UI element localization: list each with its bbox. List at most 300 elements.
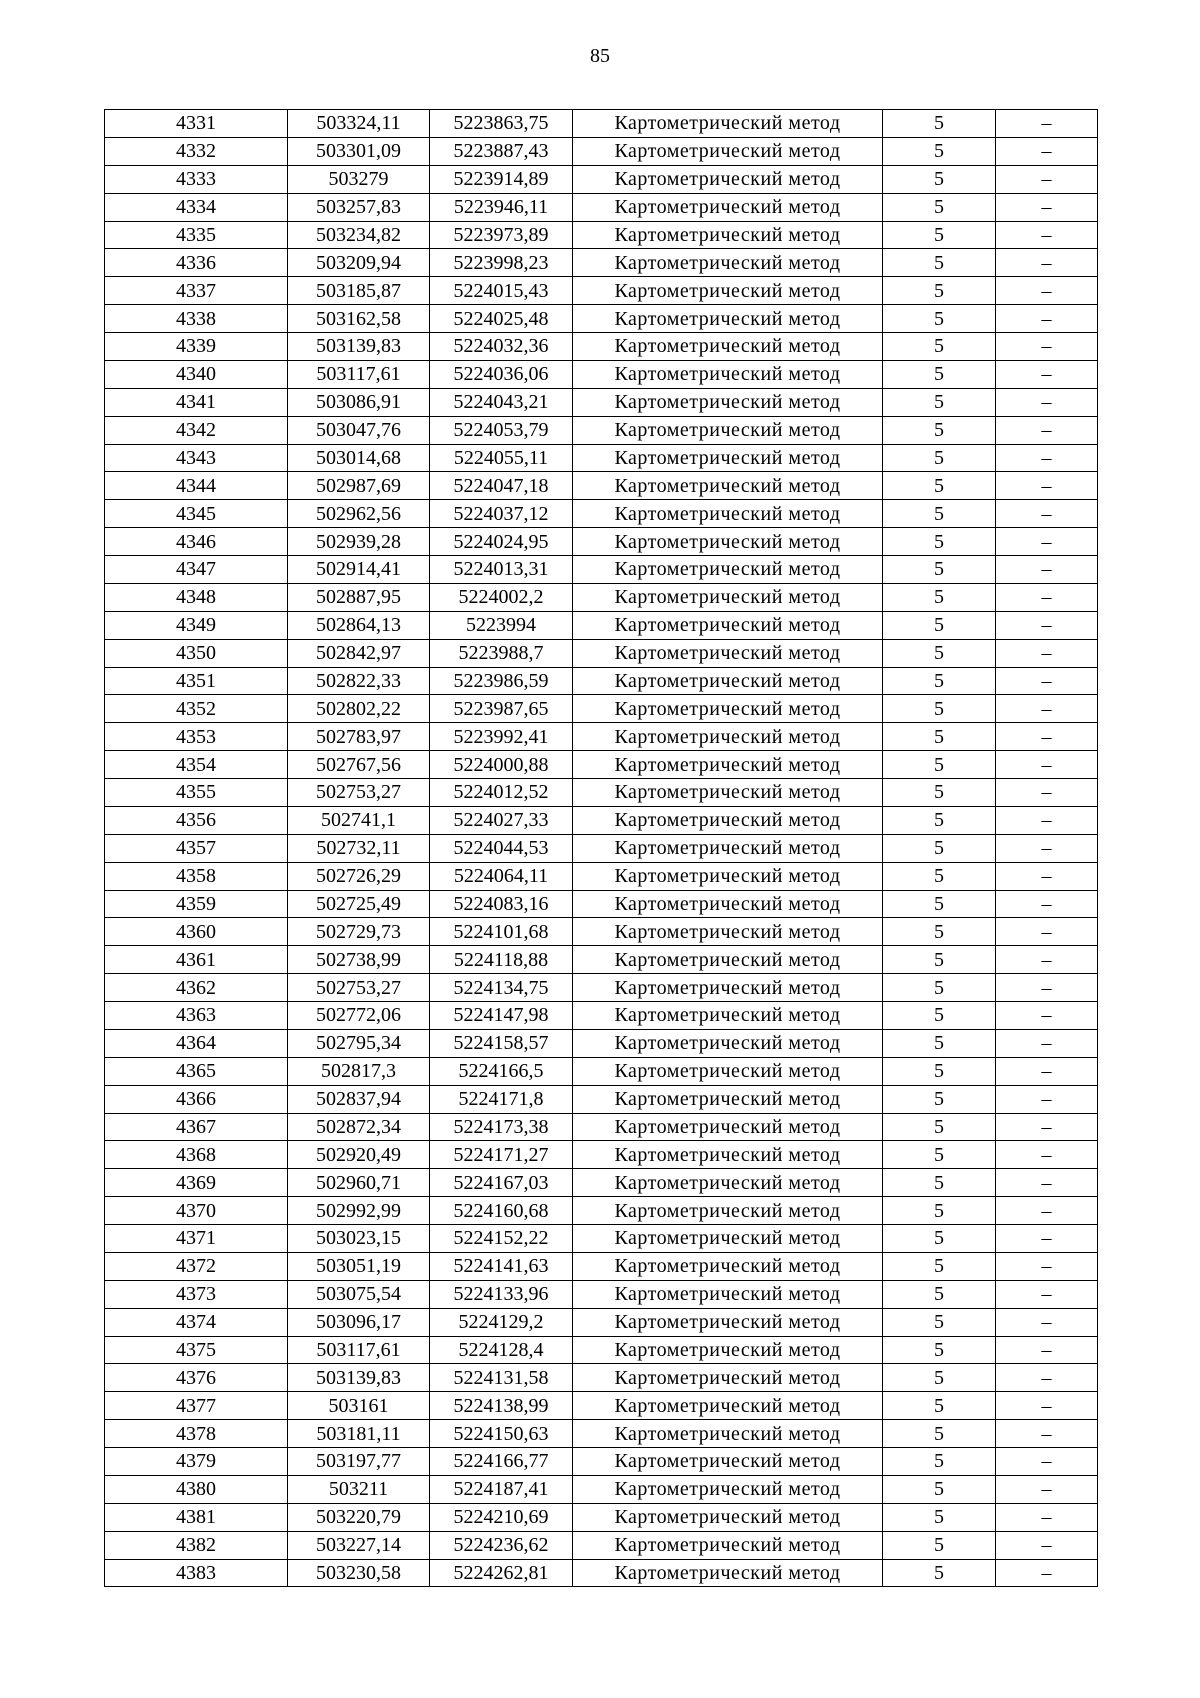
note-cell: – <box>996 1057 1098 1085</box>
x-coordinate-cell: 502920,49 <box>288 1141 430 1169</box>
method-cell: Картометрический метод <box>573 806 883 834</box>
note-cell: – <box>996 165 1098 193</box>
accuracy-cell: 5 <box>883 834 996 862</box>
method-cell: Картометрический метод <box>573 165 883 193</box>
method-cell: Картометрический метод <box>573 1197 883 1225</box>
note-cell: – <box>996 277 1098 305</box>
accuracy-cell: 5 <box>883 1559 996 1587</box>
table-row <box>105 221 1098 249</box>
y-coordinate-cell: 5224064,11 <box>430 862 573 890</box>
accuracy-cell: 5 <box>883 751 996 779</box>
method-cell: Картометрический метод <box>573 918 883 946</box>
coordinates-table <box>104 109 1098 1587</box>
note-cell: – <box>996 779 1098 807</box>
note-cell: – <box>996 1531 1098 1559</box>
note-cell: – <box>996 416 1098 444</box>
y-coordinate-cell: 5224173,38 <box>430 1113 573 1141</box>
accuracy-cell: 5 <box>883 472 996 500</box>
accuracy-cell: 5 <box>883 388 996 416</box>
y-coordinate-cell: 5223973,89 <box>430 221 573 249</box>
accuracy-cell: 5 <box>883 1085 996 1113</box>
method-cell: Картометрический метод <box>573 249 883 277</box>
accuracy-cell: 5 <box>883 946 996 974</box>
table-row <box>105 388 1098 416</box>
point-number-cell: 4334 <box>105 193 288 221</box>
x-coordinate-cell: 502783,97 <box>288 723 430 751</box>
method-cell: Картометрический метод <box>573 528 883 556</box>
table-row <box>105 472 1098 500</box>
point-number-cell: 4369 <box>105 1169 288 1197</box>
y-coordinate-cell: 5224171,27 <box>430 1141 573 1169</box>
method-cell: Картометрический метод <box>573 1169 883 1197</box>
method-cell: Картометрический метод <box>573 110 883 138</box>
table-row <box>105 611 1098 639</box>
y-coordinate-cell: 5224024,95 <box>430 528 573 556</box>
point-number-cell: 4355 <box>105 779 288 807</box>
point-number-cell: 4377 <box>105 1392 288 1420</box>
x-coordinate-cell: 503185,87 <box>288 277 430 305</box>
method-cell: Картометрический метод <box>573 1503 883 1531</box>
x-coordinate-cell: 503301,09 <box>288 137 430 165</box>
accuracy-cell: 5 <box>883 695 996 723</box>
method-cell: Картометрический метод <box>573 1113 883 1141</box>
x-coordinate-cell: 502725,49 <box>288 890 430 918</box>
accuracy-cell: 5 <box>883 416 996 444</box>
table-row <box>105 1308 1098 1336</box>
table-row <box>105 1280 1098 1308</box>
table-row <box>105 723 1098 751</box>
point-number-cell: 4372 <box>105 1252 288 1280</box>
x-coordinate-cell: 503023,15 <box>288 1225 430 1253</box>
accuracy-cell: 5 <box>883 1420 996 1448</box>
point-number-cell: 4357 <box>105 834 288 862</box>
table-row <box>105 1392 1098 1420</box>
table-row <box>105 1197 1098 1225</box>
x-coordinate-cell: 503257,83 <box>288 193 430 221</box>
accuracy-cell: 5 <box>883 639 996 667</box>
point-number-cell: 4347 <box>105 556 288 584</box>
note-cell: – <box>996 305 1098 333</box>
point-number-cell: 4364 <box>105 1029 288 1057</box>
y-coordinate-cell: 5224044,53 <box>430 834 573 862</box>
y-coordinate-cell: 5223914,89 <box>430 165 573 193</box>
accuracy-cell: 5 <box>883 583 996 611</box>
page-number: 85 <box>590 45 610 67</box>
accuracy-cell: 5 <box>883 918 996 946</box>
point-number-cell: 4373 <box>105 1280 288 1308</box>
note-cell: – <box>996 137 1098 165</box>
y-coordinate-cell: 5224160,68 <box>430 1197 573 1225</box>
x-coordinate-cell: 502795,34 <box>288 1029 430 1057</box>
accuracy-cell: 5 <box>883 360 996 388</box>
method-cell: Картометрический метод <box>573 277 883 305</box>
point-number-cell: 4378 <box>105 1420 288 1448</box>
note-cell: – <box>996 918 1098 946</box>
table-row <box>105 862 1098 890</box>
table-row <box>105 834 1098 862</box>
note-cell: – <box>996 946 1098 974</box>
point-number-cell: 4366 <box>105 1085 288 1113</box>
note-cell: – <box>996 1420 1098 1448</box>
y-coordinate-cell: 5224000,88 <box>430 751 573 779</box>
note-cell: – <box>996 1392 1098 1420</box>
method-cell: Картометрический метод <box>573 862 883 890</box>
x-coordinate-cell: 502741,1 <box>288 806 430 834</box>
y-coordinate-cell: 5223946,11 <box>430 193 573 221</box>
method-cell: Картометрический метод <box>573 1141 883 1169</box>
accuracy-cell: 5 <box>883 1252 996 1280</box>
y-coordinate-cell: 5223986,59 <box>430 667 573 695</box>
accuracy-cell: 5 <box>883 1169 996 1197</box>
point-number-cell: 4379 <box>105 1448 288 1476</box>
point-number-cell: 4345 <box>105 500 288 528</box>
point-number-cell: 4363 <box>105 1002 288 1030</box>
method-cell: Картометрический метод <box>573 1225 883 1253</box>
table-row <box>105 193 1098 221</box>
x-coordinate-cell: 503227,14 <box>288 1531 430 1559</box>
x-coordinate-cell: 502837,94 <box>288 1085 430 1113</box>
method-cell: Картометрический метод <box>573 751 883 779</box>
note-cell: – <box>996 1308 1098 1336</box>
point-number-cell: 4335 <box>105 221 288 249</box>
note-cell: – <box>996 1336 1098 1364</box>
method-cell: Картометрический метод <box>573 611 883 639</box>
note-cell: – <box>996 1364 1098 1392</box>
x-coordinate-cell: 503096,17 <box>288 1308 430 1336</box>
point-number-cell: 4343 <box>105 444 288 472</box>
method-cell: Картометрический метод <box>573 1029 883 1057</box>
table-row <box>105 1448 1098 1476</box>
table-row <box>105 974 1098 1002</box>
accuracy-cell: 5 <box>883 1113 996 1141</box>
y-coordinate-cell: 5223987,65 <box>430 695 573 723</box>
note-cell: – <box>996 193 1098 221</box>
table-row <box>105 1531 1098 1559</box>
method-cell: Картометрический метод <box>573 472 883 500</box>
y-coordinate-cell: 5224053,79 <box>430 416 573 444</box>
x-coordinate-cell: 503161 <box>288 1392 430 1420</box>
y-coordinate-cell: 5224236,62 <box>430 1531 573 1559</box>
y-coordinate-cell: 5224158,57 <box>430 1029 573 1057</box>
table-row <box>105 528 1098 556</box>
point-number-cell: 4337 <box>105 277 288 305</box>
x-coordinate-cell: 503197,77 <box>288 1448 430 1476</box>
x-coordinate-cell: 503051,19 <box>288 1252 430 1280</box>
note-cell: – <box>996 1085 1098 1113</box>
x-coordinate-cell: 502753,27 <box>288 974 430 1002</box>
y-coordinate-cell: 5224141,63 <box>430 1252 573 1280</box>
y-coordinate-cell: 5224083,16 <box>430 890 573 918</box>
x-coordinate-cell: 503139,83 <box>288 333 430 361</box>
point-number-cell: 4349 <box>105 611 288 639</box>
x-coordinate-cell: 503209,94 <box>288 249 430 277</box>
table-row <box>105 1336 1098 1364</box>
point-number-cell: 4368 <box>105 1141 288 1169</box>
accuracy-cell: 5 <box>883 1475 996 1503</box>
x-coordinate-cell: 502864,13 <box>288 611 430 639</box>
table-row <box>105 556 1098 584</box>
accuracy-cell: 5 <box>883 611 996 639</box>
x-coordinate-cell: 503117,61 <box>288 360 430 388</box>
table-row <box>105 806 1098 834</box>
table-row <box>105 1169 1098 1197</box>
table-row <box>105 751 1098 779</box>
accuracy-cell: 5 <box>883 1057 996 1085</box>
note-cell: – <box>996 249 1098 277</box>
accuracy-cell: 5 <box>883 1531 996 1559</box>
method-cell: Картометрический метод <box>573 1308 883 1336</box>
point-number-cell: 4370 <box>105 1197 288 1225</box>
point-number-cell: 4376 <box>105 1364 288 1392</box>
table-row <box>105 137 1098 165</box>
point-number-cell: 4340 <box>105 360 288 388</box>
y-coordinate-cell: 5224055,11 <box>430 444 573 472</box>
method-cell: Картометрический метод <box>573 556 883 584</box>
accuracy-cell: 5 <box>883 1197 996 1225</box>
table-row <box>105 444 1098 472</box>
point-number-cell: 4361 <box>105 946 288 974</box>
point-number-cell: 4381 <box>105 1503 288 1531</box>
note-cell: – <box>996 1169 1098 1197</box>
accuracy-cell: 5 <box>883 1503 996 1531</box>
point-number-cell: 4342 <box>105 416 288 444</box>
table-row <box>105 1252 1098 1280</box>
x-coordinate-cell: 502939,28 <box>288 528 430 556</box>
point-number-cell: 4383 <box>105 1559 288 1587</box>
y-coordinate-cell: 5224012,52 <box>430 779 573 807</box>
x-coordinate-cell: 503181,11 <box>288 1420 430 1448</box>
table-row <box>105 946 1098 974</box>
x-coordinate-cell: 502772,06 <box>288 1002 430 1030</box>
point-number-cell: 4380 <box>105 1475 288 1503</box>
coordinates-table-body <box>105 110 1098 1587</box>
point-number-cell: 4331 <box>105 110 288 138</box>
y-coordinate-cell: 5224037,12 <box>430 500 573 528</box>
note-cell: – <box>996 333 1098 361</box>
method-cell: Картометрический метод <box>573 360 883 388</box>
accuracy-cell: 5 <box>883 221 996 249</box>
x-coordinate-cell: 502914,41 <box>288 556 430 584</box>
table-row <box>105 779 1098 807</box>
point-number-cell: 4354 <box>105 751 288 779</box>
accuracy-cell: 5 <box>883 110 996 138</box>
method-cell: Картометрический метод <box>573 1531 883 1559</box>
table-row <box>105 165 1098 193</box>
x-coordinate-cell: 503230,58 <box>288 1559 430 1587</box>
table-row <box>105 360 1098 388</box>
point-number-cell: 4333 <box>105 165 288 193</box>
table-row <box>105 695 1098 723</box>
method-cell: Картометрический метод <box>573 834 883 862</box>
method-cell: Картометрический метод <box>573 1057 883 1085</box>
y-coordinate-cell: 5224262,81 <box>430 1559 573 1587</box>
y-coordinate-cell: 5224013,31 <box>430 556 573 584</box>
x-coordinate-cell: 502802,22 <box>288 695 430 723</box>
table-row <box>105 333 1098 361</box>
method-cell: Картометрический метод <box>573 639 883 667</box>
accuracy-cell: 5 <box>883 1141 996 1169</box>
point-number-cell: 4371 <box>105 1225 288 1253</box>
accuracy-cell: 5 <box>883 890 996 918</box>
accuracy-cell: 5 <box>883 277 996 305</box>
accuracy-cell: 5 <box>883 1002 996 1030</box>
method-cell: Картометрический метод <box>573 723 883 751</box>
y-coordinate-cell: 5224152,22 <box>430 1225 573 1253</box>
note-cell: – <box>996 444 1098 472</box>
method-cell: Картометрический метод <box>573 667 883 695</box>
note-cell: – <box>996 1503 1098 1531</box>
y-coordinate-cell: 5224025,48 <box>430 305 573 333</box>
point-number-cell: 4344 <box>105 472 288 500</box>
table-row <box>105 1141 1098 1169</box>
y-coordinate-cell: 5224150,63 <box>430 1420 573 1448</box>
method-cell: Картометрический метод <box>573 1420 883 1448</box>
x-coordinate-cell: 502767,56 <box>288 751 430 779</box>
point-number-cell: 4374 <box>105 1308 288 1336</box>
x-coordinate-cell: 502729,73 <box>288 918 430 946</box>
accuracy-cell: 5 <box>883 1448 996 1476</box>
y-coordinate-cell: 5223887,43 <box>430 137 573 165</box>
point-number-cell: 4375 <box>105 1336 288 1364</box>
point-number-cell: 4356 <box>105 806 288 834</box>
y-coordinate-cell: 5224187,41 <box>430 1475 573 1503</box>
x-coordinate-cell: 502842,97 <box>288 639 430 667</box>
note-cell: – <box>996 221 1098 249</box>
method-cell: Картометрический метод <box>573 333 883 361</box>
accuracy-cell: 5 <box>883 1029 996 1057</box>
note-cell: – <box>996 500 1098 528</box>
table-row <box>105 1085 1098 1113</box>
accuracy-cell: 5 <box>883 1280 996 1308</box>
y-coordinate-cell: 5224166,5 <box>430 1057 573 1085</box>
table-row <box>105 890 1098 918</box>
x-coordinate-cell: 503086,91 <box>288 388 430 416</box>
y-coordinate-cell: 5224167,03 <box>430 1169 573 1197</box>
x-coordinate-cell: 502738,99 <box>288 946 430 974</box>
method-cell: Картометрический метод <box>573 1085 883 1113</box>
y-coordinate-cell: 5224118,88 <box>430 946 573 974</box>
note-cell: – <box>996 1029 1098 1057</box>
method-cell: Картометрический метод <box>573 1364 883 1392</box>
accuracy-cell: 5 <box>883 779 996 807</box>
method-cell: Картометрический метод <box>573 1475 883 1503</box>
table-row <box>105 1057 1098 1085</box>
point-number-cell: 4360 <box>105 918 288 946</box>
accuracy-cell: 5 <box>883 500 996 528</box>
x-coordinate-cell: 503279 <box>288 165 430 193</box>
note-cell: – <box>996 1252 1098 1280</box>
note-cell: – <box>996 388 1098 416</box>
point-number-cell: 4336 <box>105 249 288 277</box>
note-cell: – <box>996 360 1098 388</box>
note-cell: – <box>996 1448 1098 1476</box>
point-number-cell: 4341 <box>105 388 288 416</box>
method-cell: Картометрический метод <box>573 695 883 723</box>
method-cell: Картометрический метод <box>573 1392 883 1420</box>
accuracy-cell: 5 <box>883 249 996 277</box>
accuracy-cell: 5 <box>883 723 996 751</box>
method-cell: Картометрический метод <box>573 305 883 333</box>
y-coordinate-cell: 5224133,96 <box>430 1280 573 1308</box>
accuracy-cell: 5 <box>883 862 996 890</box>
x-coordinate-cell: 502987,69 <box>288 472 430 500</box>
accuracy-cell: 5 <box>883 1392 996 1420</box>
point-number-cell: 4348 <box>105 583 288 611</box>
note-cell: – <box>996 1113 1098 1141</box>
method-cell: Картометрический метод <box>573 1336 883 1364</box>
y-coordinate-cell: 5224002,2 <box>430 583 573 611</box>
method-cell: Картометрический метод <box>573 779 883 807</box>
method-cell: Картометрический метод <box>573 388 883 416</box>
y-coordinate-cell: 5224036,06 <box>430 360 573 388</box>
note-cell: – <box>996 1280 1098 1308</box>
x-coordinate-cell: 503234,82 <box>288 221 430 249</box>
accuracy-cell: 5 <box>883 333 996 361</box>
method-cell: Картометрический метод <box>573 1252 883 1280</box>
x-coordinate-cell: 503162,58 <box>288 305 430 333</box>
y-coordinate-cell: 5224101,68 <box>430 918 573 946</box>
table-row <box>105 305 1098 333</box>
table-row <box>105 1503 1098 1531</box>
x-coordinate-cell: 502822,33 <box>288 667 430 695</box>
note-cell: – <box>996 1559 1098 1587</box>
table-row <box>105 1029 1098 1057</box>
table-row <box>105 639 1098 667</box>
point-number-cell: 4351 <box>105 667 288 695</box>
note-cell: – <box>996 751 1098 779</box>
note-cell: – <box>996 862 1098 890</box>
method-cell: Картометрический метод <box>573 890 883 918</box>
y-coordinate-cell: 5223998,23 <box>430 249 573 277</box>
table-row <box>105 1225 1098 1253</box>
x-coordinate-cell: 502962,56 <box>288 500 430 528</box>
accuracy-cell: 5 <box>883 444 996 472</box>
method-cell: Картометрический метод <box>573 193 883 221</box>
accuracy-cell: 5 <box>883 1336 996 1364</box>
note-cell: – <box>996 834 1098 862</box>
accuracy-cell: 5 <box>883 165 996 193</box>
x-coordinate-cell: 503047,76 <box>288 416 430 444</box>
note-cell: – <box>996 528 1098 556</box>
method-cell: Картометрический метод <box>573 946 883 974</box>
point-number-cell: 4338 <box>105 305 288 333</box>
x-coordinate-cell: 502960,71 <box>288 1169 430 1197</box>
point-number-cell: 4332 <box>105 137 288 165</box>
x-coordinate-cell: 502887,95 <box>288 583 430 611</box>
method-cell: Картометрический метод <box>573 137 883 165</box>
x-coordinate-cell: 503014,68 <box>288 444 430 472</box>
note-cell: – <box>996 556 1098 584</box>
y-coordinate-cell: 5224131,58 <box>430 1364 573 1392</box>
x-coordinate-cell: 502753,27 <box>288 779 430 807</box>
table-row <box>105 110 1098 138</box>
x-coordinate-cell: 503117,61 <box>288 1336 430 1364</box>
note-cell: – <box>996 110 1098 138</box>
table-row <box>105 1113 1098 1141</box>
y-coordinate-cell: 5223988,7 <box>430 639 573 667</box>
x-coordinate-cell: 502732,11 <box>288 834 430 862</box>
x-coordinate-cell: 503324,11 <box>288 110 430 138</box>
table-row <box>105 500 1098 528</box>
note-cell: – <box>996 1002 1098 1030</box>
method-cell: Картометрический метод <box>573 444 883 472</box>
point-number-cell: 4346 <box>105 528 288 556</box>
point-number-cell: 4359 <box>105 890 288 918</box>
point-number-cell: 4352 <box>105 695 288 723</box>
y-coordinate-cell: 5224171,8 <box>430 1085 573 1113</box>
method-cell: Картометрический метод <box>573 500 883 528</box>
table-row <box>105 416 1098 444</box>
